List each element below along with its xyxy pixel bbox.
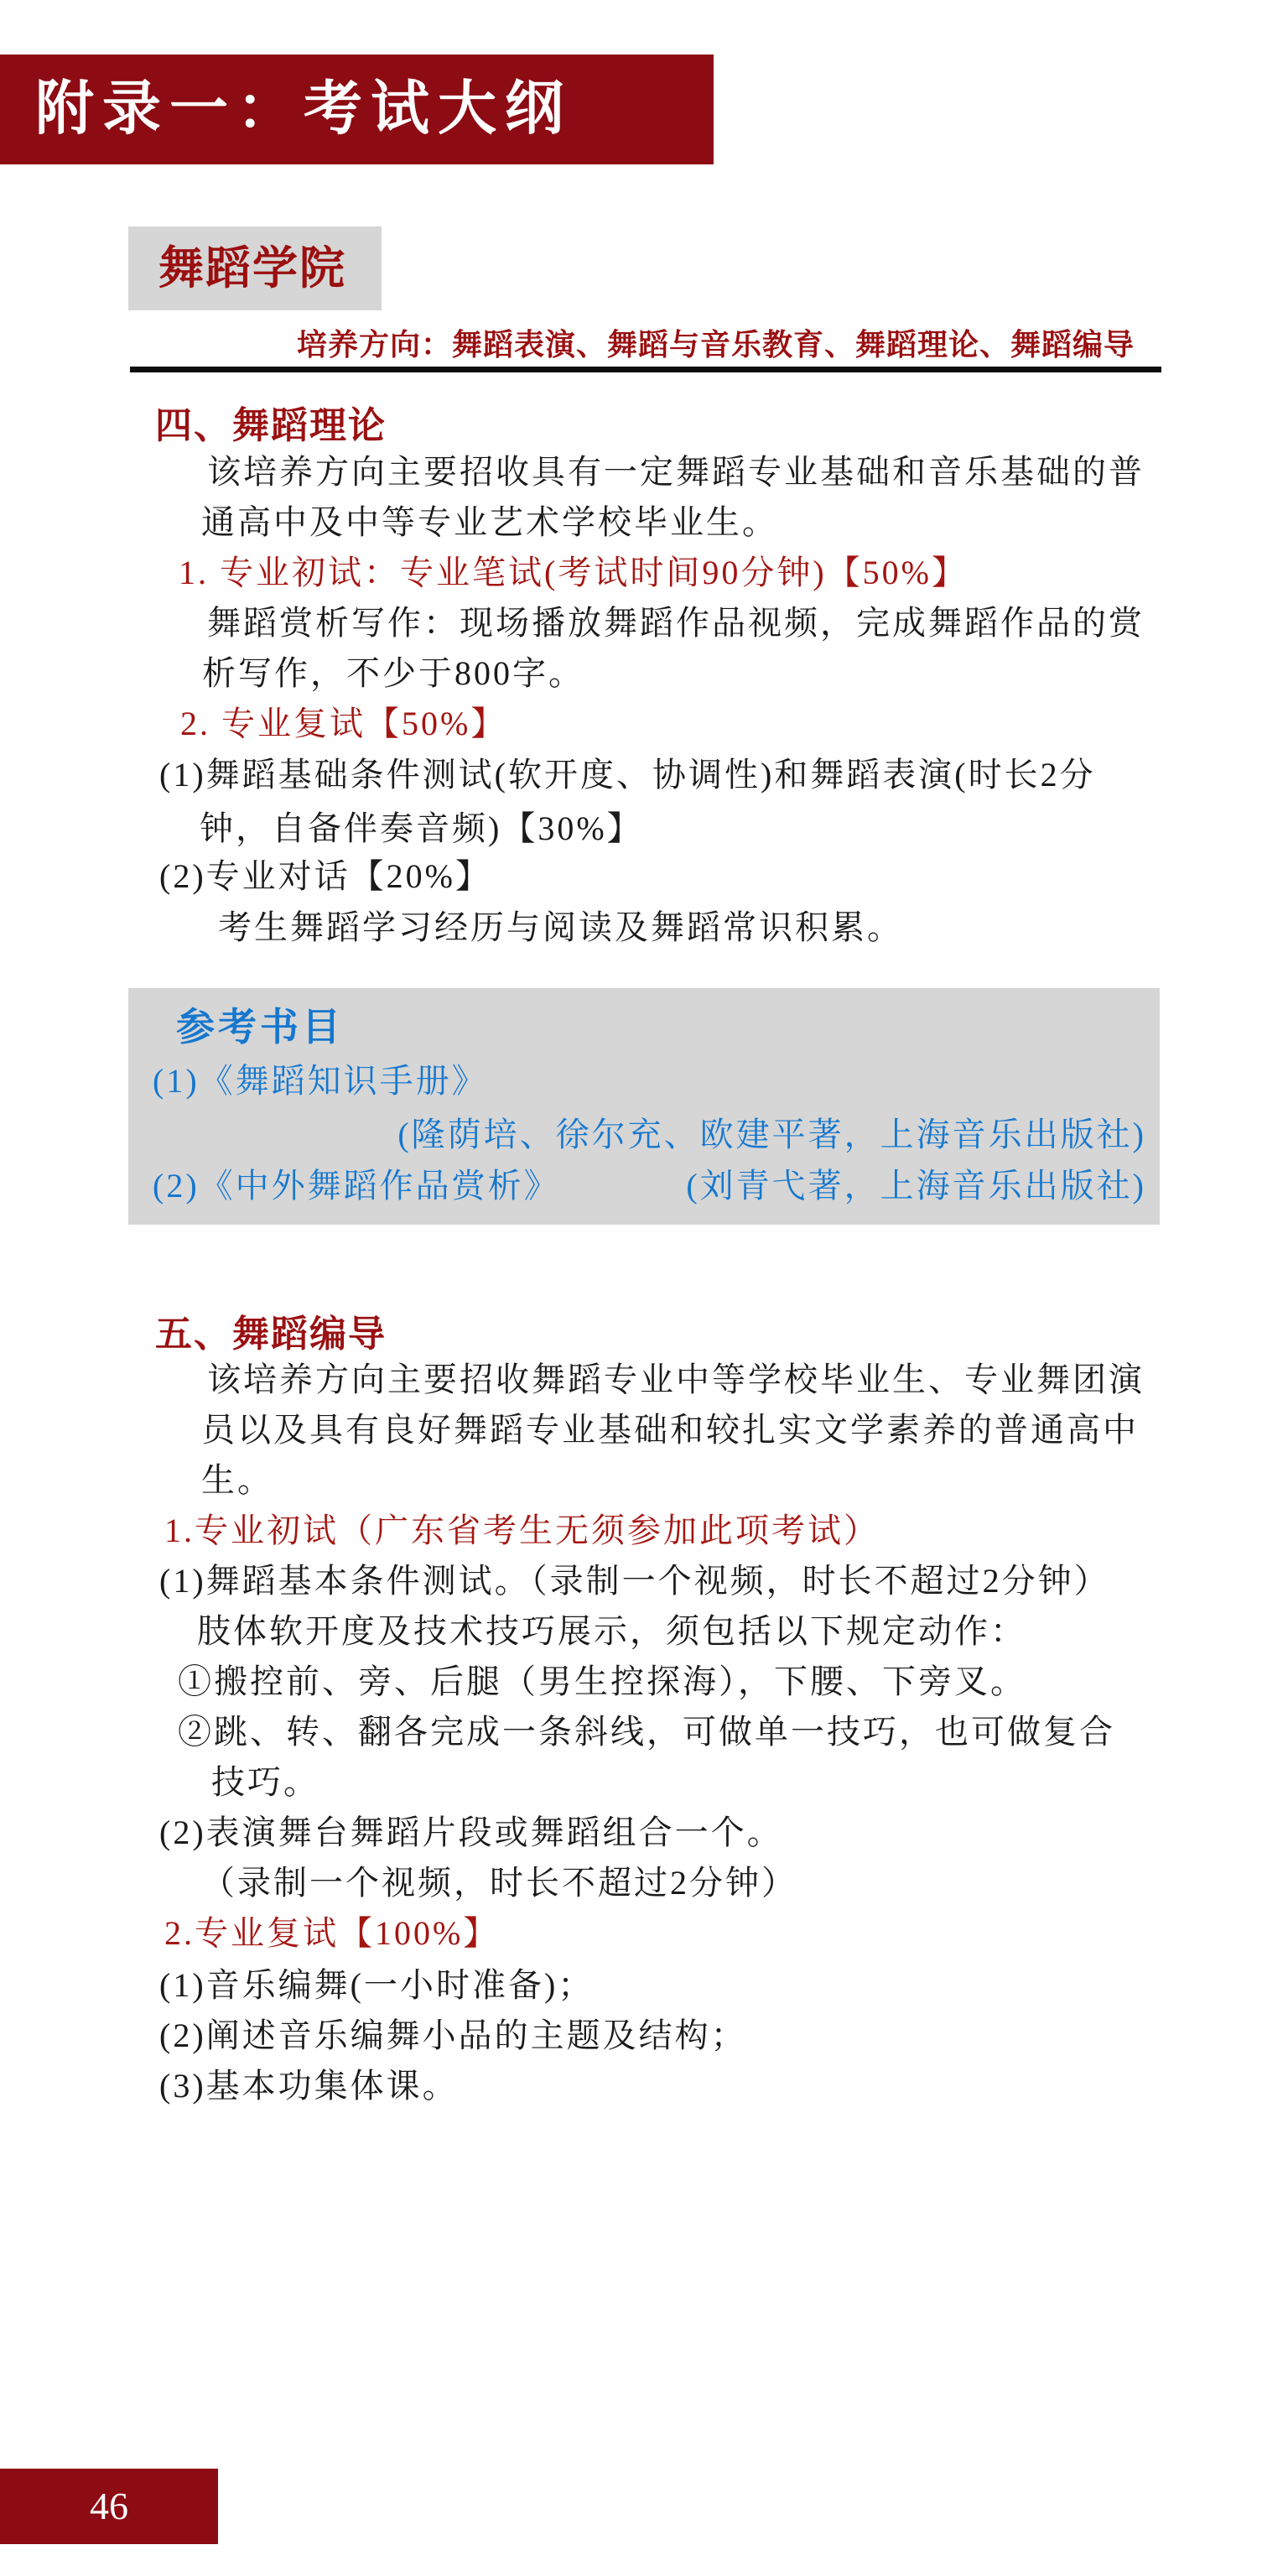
training-directions: 培养方向：舞蹈表演、舞蹈与音乐教育、舞蹈理论、舞蹈编导: [296, 328, 1135, 362]
section5-move2-line1: ②跳、转、翻各完成一条斜线，可做单一技巧，也可做复合: [178, 1713, 1115, 1751]
section5-intro-line3: 生。: [201, 1461, 273, 1499]
section5-initial-exam: 1.专业初试（广东省考生无须参加此项考试）: [164, 1512, 880, 1549]
appendix-banner-title: 附录一：考试大纲: [35, 76, 572, 142]
section5-retest-item3: (3)基本功集体课。: [159, 2067, 459, 2105]
reference-book2-title: (2)《中外舞蹈作品赏析》: [153, 1167, 560, 1205]
section5-move1: ①搬控前、旁、后腿（男生控探海），下腰、下旁叉。: [178, 1663, 1026, 1700]
section5-item2-note: （录制一个视频，时长不超过2分钟）: [201, 1864, 797, 1902]
section5-item1-line2: 肢体软开度及技术技巧展示，须包括以下规定动作：: [197, 1612, 1026, 1650]
section5-intro-line2: 员以及具有良好舞蹈专业基础和较扎实文学素养的普通高中: [201, 1411, 1139, 1449]
section4-initial-desc-line1: 舞蹈赏析写作：现场播放舞蹈作品视频，完成舞蹈作品的赏: [207, 604, 1145, 642]
section4-heading: 四、舞蹈理论: [155, 405, 387, 446]
reference-books-title: 参考书目: [176, 1006, 344, 1049]
section5-retest-item1: (1)音乐编舞(一小时准备)；: [159, 1966, 595, 2004]
section5-intro-line1: 该培养方向主要招收舞蹈专业中等学校毕业生、专业舞团演: [207, 1361, 1145, 1398]
section4-initial-desc-line2: 析写作，不少于800字。: [202, 654, 584, 692]
reference-book1-title: (1)《舞蹈知识手册》: [153, 1062, 488, 1100]
section4-retest-item2-desc: 考生舞蹈学习经历与阅读及舞蹈常识积累。: [218, 908, 903, 946]
school-name: 舞蹈学院: [158, 243, 346, 294]
section5-item2: (2)表演舞台舞蹈片段或舞蹈组合一个。: [159, 1814, 783, 1851]
section4-initial-exam: 1. 专业初试：专业笔试(考试时间90分钟)【50%】: [179, 554, 968, 591]
section4-retest-item1-line2: 钟，自备伴奏音频)【30%】: [200, 809, 643, 847]
reference-book1-publisher: (隆荫培、徐尔充、欧建平著，上海音乐出版社): [397, 1116, 1146, 1153]
section5-item1-line1: (1)舞蹈基本条件测试。（录制一个视频，时长不超过2分钟）: [159, 1562, 1110, 1600]
section5-retest: 2.专业复试【100%】: [164, 1914, 500, 1952]
horizontal-divider: [130, 367, 1161, 372]
section4-retest: 2. 专业复试【50%】: [180, 705, 507, 742]
section5-heading: 五、舞蹈编导: [155, 1314, 387, 1355]
section5-retest-item2: (2)阐述音乐编舞小品的主题及结构；: [159, 2017, 747, 2054]
reference-books-box: [128, 988, 1160, 1225]
section4-intro-line2: 通高中及中等专业艺术学校毕业生。: [201, 503, 778, 541]
school-name-box: [128, 226, 382, 310]
section4-retest-item1-line1: (1)舞蹈基础条件测试(软开度、协调性)和舞蹈表演(时长2分: [159, 756, 1096, 794]
section4-retest-item2: (2)专业对话【20%】: [159, 857, 491, 895]
reference-book2-publisher: (刘青弋著，上海音乐出版社): [686, 1167, 1146, 1205]
page-number: 46: [90, 2485, 128, 2527]
section5-move2-line2: 技巧。: [211, 1763, 319, 1801]
page-number-box: [0, 2469, 218, 2544]
appendix-banner: [0, 55, 714, 164]
section4-intro-line1: 该培养方向主要招收具有一定舞蹈专业基础和音乐基础的普: [207, 453, 1145, 491]
